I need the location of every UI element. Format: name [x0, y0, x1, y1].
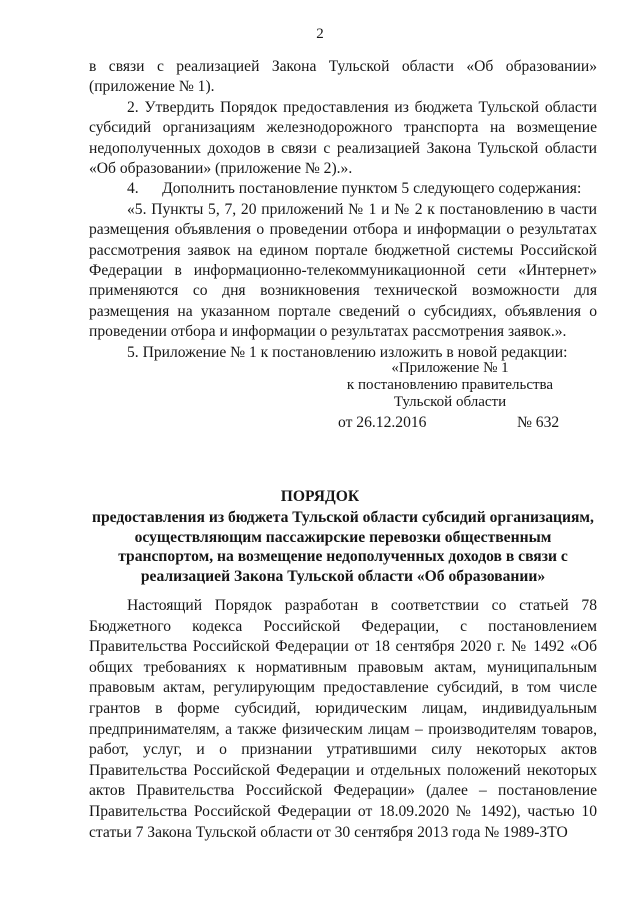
order-title: ПОРЯДОК [280, 488, 360, 505]
appendix-number: № 632 [517, 414, 560, 431]
paragraph-item-5-quote: «5. Пункты 5, 7, 20 приложений № 1 и № 2 к постановлению в части размещения объявления о проведении отбора и информации о результатах рассмотрения заявок на едином портале бюджетной системы Российской Федерации в информационно-телекоммуникационной сети «Интернет» применяются со дня возникновения технической возможности для размещения на указанном портале сведений о субсидиях, объявления о проведении отбора и информации о результатах рассмотрения заявок.». [89, 200, 597, 341]
paragraph-item-2: 2. Утвердить Порядок предоставления из бюджета Тульской области субсидий организациям железнодорожного транспорта на возмещение недополученных доходов в связи с реализацией Закона Тульской области «Об образовании» (приложение № 2).». [89, 98, 597, 178]
paragraph-item-4: 4. Дополнить постановление пунктом 5 следующего содержания: [127, 180, 582, 198]
paragraph-continuation: в связи с реализацией Закона Тульской области «Об образовании» (приложение № 1). [89, 58, 597, 96]
order-subtitle: предоставления из бюджета Тульской области субсидий организациям, осуществляющим пассажирские перевозки общественным транспортом, на возмещение недополученных доходов в связи с реализацией Закона Тульской области «Об образовании» [92, 509, 594, 585]
page-number: 2 [316, 26, 324, 42]
order-body [89, 596, 597, 843]
appendix-header [320, 360, 580, 411]
appendix-line-3: Тульской области [393, 394, 507, 410]
preamble-section [89, 57, 597, 363]
appendix-line-2: к постановлению правительства [346, 377, 554, 393]
order-body-paragraph: Настоящий Порядок разработан в соответствии со статьей 78 Бюджетного кодекса Российской Федерации, с постановлением Правительства Российской Федерации от 18 сентября 2020 г. № 1492 «Об общих требованиях к нормативным правовым актам, муниципальным правовым актам, регулирующим предоставление субсидий, в том числе грантов в форме субсидий, юридическим лицам, индивидуальным предпринимателям, а также физическим лицам – производителям товаров, работ, услуг, и о признании утратившими силу некоторых актов Правительства Российской Федерации и отдельных положений некоторых актов Правительства Российской Федерации» (далее – постановление Правительства Российской Федерации от 18.09.2020 № 1492), частью 10 статьи 7 Закона Тульской области от 30 сентября 2013 года № 1989-ЗТО [89, 597, 597, 841]
appendix-date: от 26.12.2016 [338, 414, 427, 431]
paragraph-item-5: 5. Приложение № 1 к постановлению изложить в новой редакции: [127, 343, 568, 361]
appendix-line-1: «Приложение № 1 [391, 360, 509, 376]
